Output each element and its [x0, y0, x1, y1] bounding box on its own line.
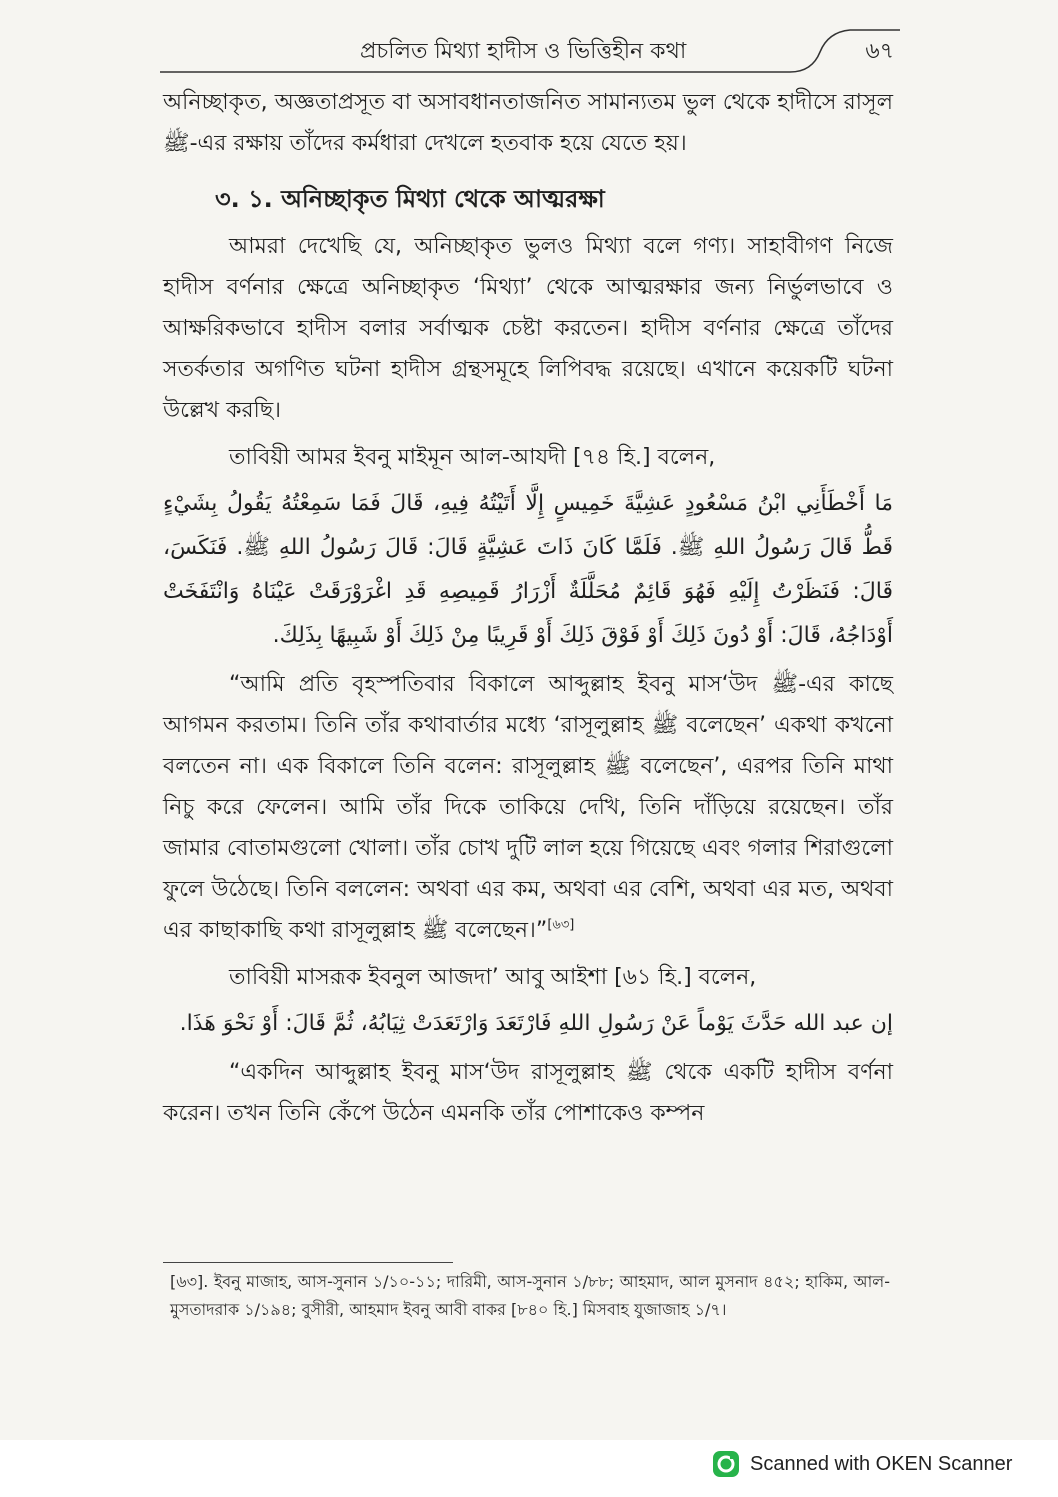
- scanner-label: Scanned with OKEN Scanner: [750, 1452, 1013, 1475]
- arabic-quote-1: [163, 482, 893, 658]
- paragraph-4-text: “আমি প্রতি বৃহস্পতিবার বিকালে আব্দুল্লাহ ইবনু মাস‘উদ ﷺ-এর কাছে আগমন করতাম। তিনি তাঁর কথাবার্তার মধ্যে ‘রাসূলুল্লাহ ﷺ বলেছেন’ একথা কখনো বলতেন না। এক বিকালে তিনি বলেন: রাসূলুল্লাহ ﷺ বলেছেন’, এরপর তিনি মাথা নিচু করে ফেলেন। আমি তাঁর দিকে তাকিয়ে দেখি, তিনি দাঁড়িয়ে রয়েছেন। তাঁর জামার বোতামগুলো খোলা। তাঁর চোখ দুটি লাল হয়ে গিয়েছে এবং গলার শিরাগুলো ফুলে উঠেছে। তিনি বললেন: অথবা এর কম, অথবা এর বেশি, অথবা এর মত, অথবা এর কাছাকাছি কথা রাসূলুল্লাহ ﷺ বলেছেন।”: [163, 672, 894, 943]
- paragraph-3: তাবিয়ী আমর ইবনু মাইমূন আল-আযদী [৭৪ হি.] বলেন,: [229, 445, 716, 470]
- header-title: প্রচলিত মিথ্যা হাদীস ও ভিত্তিহীন কথা: [360, 39, 687, 64]
- footnote-ref[interactable]: [৬৩]: [547, 917, 575, 933]
- paragraph-5: তাবিয়ী মাসরূক ইবনুল আজদা’ আবু আইশা [৬১ হি.] বলেন,: [229, 965, 757, 990]
- paragraph-6: “একদিন আব্দুল্লাহ ইবনু মাস‘উদ রাসূলুল্লাহ ﷺ থেকে একটি হাদীস বর্ণনা করেন। তখন তিনি কেঁপে উঠেন এমনকি তাঁর পোশাকেও কম্পন: [163, 1060, 893, 1126]
- running-header: [160, 22, 900, 78]
- page-number: ৬৭: [865, 39, 894, 64]
- arabic-text-2: إن عبد الله حَدَّثَ يَوْماً عَنْ رَسُولِ اللهِ فَارْتَعَدَ وَارْتَعَدَتْ ثِيَابُهُ، ثُمَّ قَالَ: أَوْ نَحْوَ هَذَا.: [179, 1011, 893, 1036]
- paragraph-2: আমরা দেখেছি যে, অনিচ্ছাকৃত ভুলও মিথ্যা বলে গণ্য। সাহাবীগণ নিজে হাদীস বর্ণনার ক্ষেত্রে অনিচ্ছাকৃত ‘মিথ্যা’ থেকে আত্মরক্ষার জন্য নির্ভুলভাবে ও আক্ষরিকভাবে হাদীস বলার সর্বাত্মক চেষ্টা করতেন। হাদীস বর্ণনার ক্ষেত্রে তাঁদের সতর্কতার অগণিত ঘটনা হাদীস গ্রন্থসমূহে লিপিবদ্ধ রয়েছে। এখানে কয়েকটি ঘটনা উল্লেখ করছি।: [163, 234, 893, 423]
- page-body: [163, 82, 893, 1134]
- scanner-watermark: [712, 1447, 1012, 1481]
- footnote: [৬৩]. ইবনু মাজাহ, আস-সুনান ১/১০-১১; দারিমী, আস-সুনান ১/৮৮; আহমাদ, আল মুসনাদ ৪৫২; হাকিম, আল-মুসতাদরাক ১/১৯৪; বুসীরী, আহমাদ ইবনু আবী বাকর [৮৪০ হি.] মিসবাহ যুজাজাহ ১/৭।: [170, 1272, 890, 1319]
- arabic-text-1: مَا أَخْطَأَنِي ابْنُ مَسْعُودٍ عَشِيَّةَ خَمِيسٍ إِلَّا أَتَيْتُهُ فِيهِ، قَالَ فَمَا سَمِعْتُهُ يَقُولُ بِشَيْءٍ قَطُّ قَالَ رَسُولُ اللهِ ﷺ. فَلَمَّا كَانَ ذَاتَ عَشِيَّةٍ قَالَ: قَالَ رَسُولُ اللهِ ﷺ. فَنَكَسَ، قَالَ: فَنَظَرْتُ إِلَيْهِ فَهُوَ قَائِمٌ مُحَلَّلَةٌ أَزْرَارُ قَمِيصِهِ قَدِ اغْرَوْرَقَتْ عَيْنَاهُ وَانْتَفَخَتْ أَوْدَاجُهُ، قَالَ: أَوْ دُونَ ذَلِكَ أَوْ فَوْقَ ذَلِكَ أَوْ قَرِيبًا مِنْ ذَلِكَ أَوْ شَبِيهًا بِذَلِكَ.: [163, 491, 893, 648]
- paragraph-4: [163, 664, 893, 951]
- arabic-quote-2: [163, 1002, 893, 1046]
- footnote-divider: [163, 1262, 453, 1263]
- paragraph-1: অনিচ্ছাকৃত, অজ্ঞতাপ্রসূত বা অসাবধানতাজনিত সামান্যতম ভুল থেকে হাদীসে রাসূল ﷺ-এর রক্ষায় তাঁদের কর্মধারা দেখলে হতবাক হয়ে যেতে হয়।: [163, 90, 893, 156]
- oken-scanner-logo-icon: [712, 1450, 740, 1478]
- section-heading: ৩. ১. অনিচ্ছাকৃত মিথ্যা থেকে আত্মরক্ষা: [215, 185, 605, 213]
